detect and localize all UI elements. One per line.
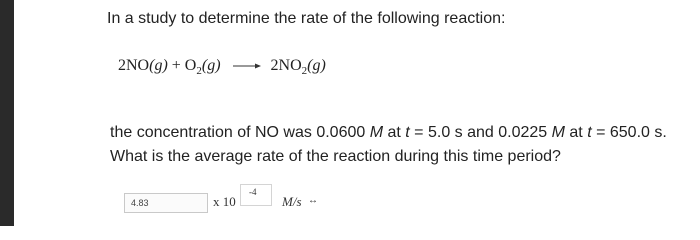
reactant-o2-state: (g) [201,57,221,74]
exponent-input[interactable]: -4 [240,184,272,206]
question-prompt: In a study to determine the rate of the following reaction: [107,10,506,27]
multiplier-label: x 10 [213,194,236,209]
reactant-o2: O [184,57,197,74]
concentration-text-2: at [383,124,406,141]
plus-sign: + [171,57,181,74]
reactant-no-state: (g) [149,57,168,74]
concentration-text-4: at [564,124,588,141]
reactant-no: 2NO [118,57,150,74]
left-window-edge [0,0,14,226]
product-no2: 2NO [270,57,302,74]
reaction-arrow-icon [233,57,261,75]
product-no2-subscript: 2 [301,65,308,77]
concentration-statement [110,124,667,142]
time-variable-2: t [587,124,592,141]
molarity-unit-1: M [369,124,384,141]
molarity-unit-2: M [551,124,565,141]
time-variable-1: t [405,124,410,141]
reaction-equation [118,57,326,75]
product-no2-state: (g) [307,57,326,74]
concentration-text-1: the concentration of NO was 0.0600 [110,124,370,141]
concentration-text-3: = 5.0 s and 0.0225 [409,124,552,141]
units-toggle-icon[interactable]: ↔ [308,195,318,206]
question-text: What is the average rate of the reaction during this time period? [110,148,561,165]
reactant-o2-subscript: 2 [196,65,202,77]
units-select[interactable]: M/s [282,194,302,209]
concentration-text-5: = 650.0 s. [591,124,667,141]
answer-input[interactable]: 4.83 [124,193,208,213]
